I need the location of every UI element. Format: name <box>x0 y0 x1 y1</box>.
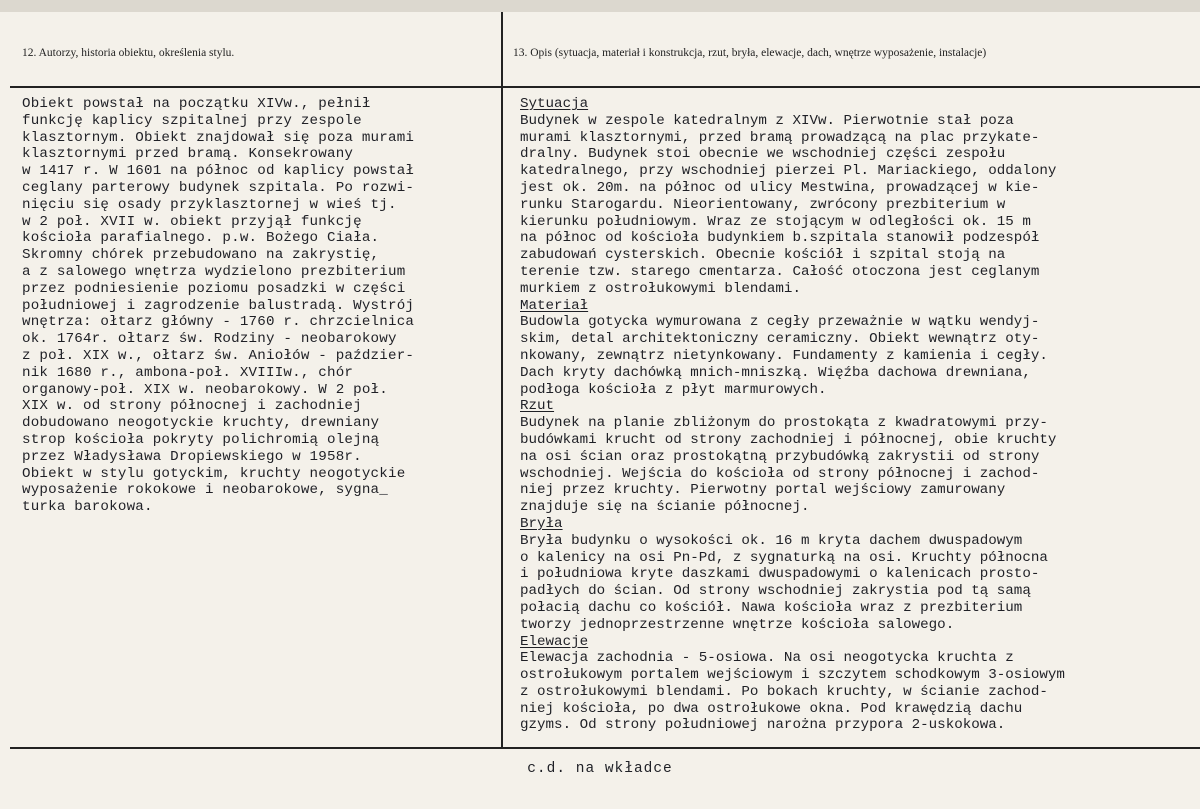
history-text-line: a z salowego wnętrza wydzielono prezbiterium <box>22 263 406 280</box>
description-text-line: o kalenicy na osi Pn-Pd, z sygnaturką na osi. Kruchty północna <box>520 549 1048 566</box>
section-13-header: 13. Opis (sytuacja, materiał i konstrukcja, rzut, bryła, elewacje, dach, wnętrze wyposażenie, instalacje) <box>513 47 987 59</box>
history-text-line: nięciu się osady przyklasztornej w wieś tj. <box>22 196 397 213</box>
history-text-line: nik 1680 r., ambona-poł. XVIIIw., chór <box>22 364 354 381</box>
section-heading: Bryła <box>520 515 563 532</box>
column-divider <box>501 12 503 749</box>
section-heading: Sytuacja <box>520 96 589 112</box>
description-text-line: katedralnego, przy wschodniej pierzei Pl. Mariackiego, oddalony <box>520 163 1057 180</box>
body-bottom-rule <box>10 747 1200 749</box>
history-text-line: XIX w. od strony północnej i zachodniej <box>22 398 362 415</box>
description-text-line: kierunku południowym. Wraz ze stojącym w odległości ok. 15 m <box>520 213 1031 230</box>
description-text-line: Elewacja zachodnia - 5-osiowa. Na osi neogotycka kruchta z <box>520 650 1014 667</box>
history-text-line: Obiekt powstał na początku XIVw., pełnił <box>22 96 371 112</box>
history-text-line: przez Władysława Dropiewskiego w 1958r. <box>22 448 362 465</box>
history-text-line: Skromny chórek przebudowano na zakrystię, <box>22 247 380 264</box>
history-text-line: wnętrza: ołtarz główny - 1760 r. chrzcielnica <box>22 314 415 331</box>
description-text-line: z ostrołukowymi blendami. Po bokach kruchty, w ścianie zachod- <box>520 683 1048 700</box>
description-text-line: na osi ścian oraz prostokątną przybudówką zakrystii od strony <box>520 448 1040 465</box>
history-text-line: południowej i zagrodzenie balustradą. Wystrój <box>22 297 415 314</box>
history-text-line: kościoła parafialnego. p.w. Bożego Ciała. <box>22 230 380 247</box>
section-12-header: 12. Autorzy, historia obiektu, określenia stylu. <box>22 47 235 59</box>
history-text-line: ok. 1764r. ołtarz św. Rodziny - neobarokowy <box>22 331 397 348</box>
history-text-line: organowy-poł. XIX w. neobarokowy. W 2 poł. <box>22 381 388 398</box>
history-text-line: w 1417 r. W 1601 na północ od kaplicy powstał <box>22 163 415 180</box>
description-text-line: terenie tzw. starego cmentarza. Całość otoczona jest ceglanym <box>520 263 1040 280</box>
description-text-line: murami klasztornymi, przed bramą prowadzącą na plac przykate- <box>520 129 1040 146</box>
history-text-line: strop kościoła pokryty polichromią olejną <box>22 431 380 448</box>
history-text-line: wyposażenie rokokowe i neobarokowe, sygna_ <box>22 482 388 499</box>
description-text-line: niej kościoła, po dwa ostrołukowe okna. Pod krawędzią dachu <box>520 700 1023 717</box>
history-text-line: w 2 poł. XVII w. obiekt przyjął funkcję <box>22 213 362 230</box>
history-text-line: klasztornym. Obiekt znajdował się poza murami <box>22 129 415 146</box>
description-text-line: padłych do ścian. Od strony wschodniej zakrystia pod tą samą <box>520 583 1031 600</box>
continuation-note: c.d. na wkładce <box>527 761 673 777</box>
description-text-line: połacią dachu co kościół. Nawa kościoła wraz z prezbiterium <box>520 599 1023 616</box>
description-text-line: ostrołukowym portalem wejściowym i szczytem schodkowym 3-osiowym <box>520 667 1065 684</box>
description-text-line: niej przez kruchty. Pierwotny portal wejściowy zamurowany <box>520 482 1006 499</box>
section-heading: Materiał <box>520 297 589 314</box>
section-heading: Rzut <box>520 398 555 415</box>
history-text-line: przez podniesienie poziomu posadzki w części <box>22 280 406 297</box>
description-text-line: Budynek w zespole katedralnym z XIVw. Pierwotnie stał poza <box>520 112 1014 129</box>
description-text-line: dralny. Budynek stoi obecnie we wschodniej części zespołu <box>520 146 1006 163</box>
description-text-line: tworzy jednoprzestrzenne wnętrze kościoła salowego. <box>520 616 955 633</box>
description-text-line: i południowa kryte daszkami dwuspadowymi o kalenicach prosto- <box>520 566 1040 583</box>
history-text-line: Obiekt w stylu gotyckim, kruchty neogotyckie <box>22 465 406 482</box>
description-text-column <box>520 96 1065 734</box>
history-text-line: turka barokowa. <box>22 499 153 516</box>
history-text-line: klasztornymi przed bramą. Konsekrowany <box>22 146 354 163</box>
header-bottom-rule <box>10 86 1200 88</box>
description-text-line: wschodniej. Wejścia do kościoła od strony północnej i zachod- <box>520 465 1040 482</box>
description-text-line: Dach kryty dachówką mnich-mniszką. Więźba dachowa drewniana, <box>520 364 1031 381</box>
section-heading: Elewacje <box>520 633 589 650</box>
history-text-column <box>22 96 414 516</box>
description-text-line: Budynek na planie zbliżonym do prostokąta z kwadratowymi przy- <box>520 415 1048 432</box>
description-text-line: budówkami krucht od strony zachodniej i północnej, obie kruchty <box>520 431 1057 448</box>
description-text-line: znajduje się na ścianie północnej. <box>520 499 810 516</box>
description-text-line: jest ok. 20m. na północ od ulicy Mestwina, prowadzącej w kie- <box>520 179 1040 196</box>
description-text-line: runku Starogardu. Nieorientowany, zwrócony prezbiterium w <box>520 196 1006 213</box>
description-text-line: murkiem z ostrołukowymi blendami. <box>520 280 801 297</box>
scan-top-edge <box>0 0 1200 12</box>
description-text-line: na północ od kościoła budynkiem b.szpitala stanowił podzespół <box>520 230 1040 247</box>
description-text-line: gzyms. Od strony południowej narożna przypora 2-uskokowa. <box>520 717 1006 734</box>
description-text-line: skim, detal architektoniczny ceramiczny. Obiekt wewnątrz oty- <box>520 331 1040 348</box>
description-text-line: Budowla gotycka wymurowana z cegły przeważnie w wątku wendyj- <box>520 314 1040 331</box>
description-text-line: zabudowań cysterskich. Obecnie kościół i szpital stoją na <box>520 247 1006 264</box>
history-text-line: ceglany parterowy budynek szpitala. Po rozwi- <box>22 179 415 196</box>
history-text-line: dobudowano neogotyckie kruchty, drewniany <box>22 415 380 432</box>
history-text-line: z poł. XIX w., ołtarz św. Aniołów - paździer- <box>22 347 415 364</box>
history-text-line: funkcję kaplicy szpitalnej przy zespole <box>22 112 362 129</box>
description-text-line: nkowany, zewnątrz nietynkowany. Fundamenty z kamienia i cegły. <box>520 347 1048 364</box>
description-text-line: podłoga kościoła z płyt marmurowych. <box>520 381 827 398</box>
description-text-line: Bryła budynku o wysokości ok. 16 m kryta dachem dwuspadowym <box>520 532 1023 549</box>
